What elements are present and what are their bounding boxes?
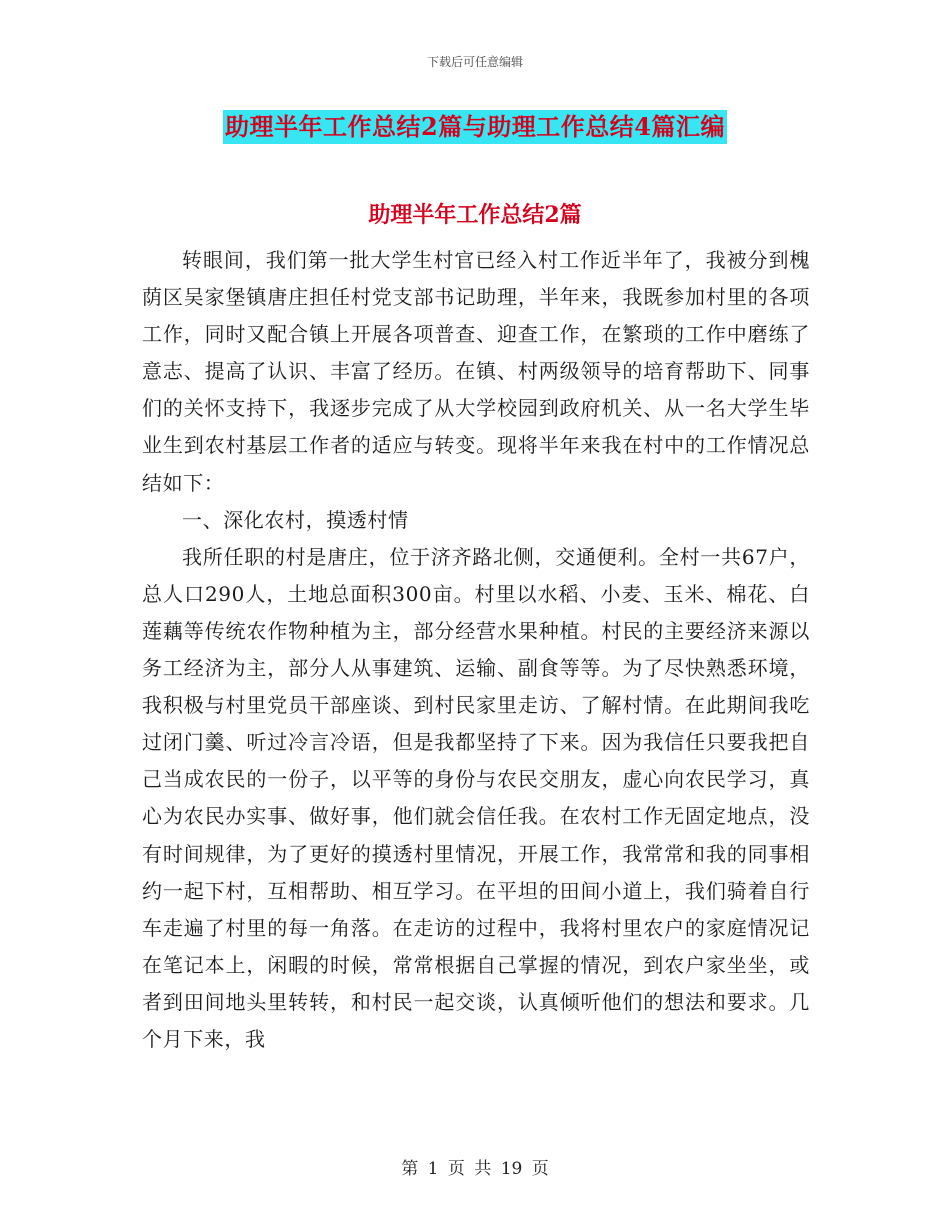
paragraph-village-info: 我所任职的村是唐庄，位于济齐路北侧，交通便利。全村一共67户，总人口290人，土地总面积300亩。村里以水稻、小麦、玉米、棉花、白莲藕等传统农作物种植为主，部分经营水果种植。村民的主要经济来源以务工经济为主，部分人从事建筑、运输、副食等等。为了尽快熟悉环境，我积极与村里党员干部座谈、到村民家里走访、了解村情。在此期间我吃过闭门羹、听过冷言冷语，但是我都坚持了下来。因为我信任只要我把自己当成农民的一份子，以平等的身份与农民交朋友，虚心向农民学习，真心为农民办实事、做好事，他们就会信任我。在农村工作无固定地点，没有时间规律，为了更好的摸透村里情况，开展工作，我常常和我的同事相约一起下村，互相帮助、相互学习。在平坦的田间小道上，我们骑着自行车走遍了村里的每一角落。在走访的过程中，我将村里农户的家庭情况记在笔记本上，闲暇的时候，常常根据自己掌握的情况，到农户家坐坐，或者到田间地头里转转，和村民一起交谈，认真倾听他们的想法和要求。几个月下来，我	[142, 544, 810, 1051]
page-number: 第 1 页 共 19 页	[401, 1159, 549, 1179]
paragraph-intro: 转眼间，我们第一批大学生村官已经入村工作近半年了，我被分到槐荫区吴家堡镇唐庄担任村党支部书记助理，半年来，我既参加村里的各项工作，同时又配合镇上开展各项普查、迎查工作，在繁琐的工作中磨练了意志、提高了认识、丰富了经历。在镇、村两级领导的培育帮助下、同事们的关怀支持下，我逐步完成了从大学校园到政府机关、从一名大学生毕业生到农村基层工作者的适应与转变。现将半年来我在村中的工作情况总结如下：	[142, 248, 810, 495]
document-title-wrapper	[0, 110, 950, 144]
paragraph-heading-1: 一、深化农村，摸透村情	[182, 507, 409, 532]
document-body	[142, 242, 810, 1058]
document-title: 助理半年工作总结2篇与助理工作总结4篇汇编	[223, 110, 727, 144]
section-title: 助理半年工作总结2篇	[368, 202, 582, 228]
page-header-note: 下载后可任意编辑	[426, 55, 523, 69]
